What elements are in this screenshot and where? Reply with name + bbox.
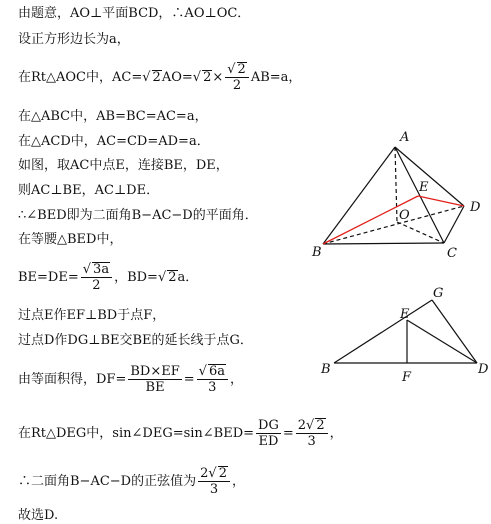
equals-sign: = [183, 372, 195, 387]
fraction [128, 364, 181, 395]
solution-line-11: 过点E作EF⊥BD于点F， [18, 308, 166, 323]
label-A: A [400, 130, 410, 145]
solution-line-4: 在△ABC中，AB=BC=AC=a， [18, 109, 208, 124]
sqrt-sign: √ [192, 70, 202, 85]
label-F: F [402, 370, 412, 385]
fraction-numerator: 2√ 2 [296, 418, 328, 434]
edge-AD [395, 147, 464, 206]
fraction [225, 62, 249, 93]
line3-mid: AO= [161, 70, 193, 85]
solution-line-6: 如图，取AC中点E，连接BE，DE， [18, 158, 229, 173]
solution-line-3: 在Rt△AOC中，AC=√ 2AO=√ 2× $\frac{√ 2}{2}$ AB=a， [18, 62, 302, 93]
fraction [296, 418, 328, 449]
line13-prefix: 由等面积得，DF= [18, 372, 127, 387]
label-D2: D [478, 362, 489, 377]
edge-AB [323, 147, 395, 244]
fraction-denominator: 2 [92, 278, 101, 293]
solution-line-5: 在△ACD中，AC=CD=AD=a． [18, 134, 210, 149]
solution-line-2: 设正方形边长为a， [18, 32, 130, 47]
fraction-numerator: 2√ 2 [198, 466, 230, 482]
label-E2: E [400, 307, 410, 322]
sqrt-radicand: 2 [203, 70, 212, 85]
fraction [256, 418, 281, 449]
fraction [197, 364, 228, 395]
fraction-denominator: 3 [208, 380, 217, 395]
label-C: C [447, 246, 457, 261]
fraction [81, 262, 112, 293]
line10-suffix: a． [177, 270, 199, 285]
fraction-numerator: DG [258, 418, 279, 433]
solution-line-1: 由题意，AO⊥平面BCD，∴AO⊥OC． [18, 6, 251, 21]
edge-DE [418, 196, 464, 206]
label-O: O [399, 208, 410, 223]
segment-BG [334, 300, 432, 363]
line10-prefix: BE=DE= [18, 270, 79, 285]
edge-AO [395, 147, 397, 222]
fraction-denominator: 2 [232, 78, 242, 93]
line10-mid: ，BD= [114, 270, 158, 285]
edge-CD [444, 206, 464, 243]
solution-line-14 [18, 418, 343, 449]
fraction-numerator: √ 2 [225, 62, 249, 78]
fraction-denominator: 3 [209, 482, 219, 497]
fraction-denominator: BE [145, 380, 165, 395]
solution-line-7: 则AC⊥BE，AC⊥DE． [18, 183, 160, 198]
line14-prefix: 在Rt△DEG中，sin∠DEG=sin∠BED= [18, 426, 255, 441]
solution-line-10 [18, 262, 198, 293]
fraction-denominator: ED [258, 434, 279, 449]
solution-line-9: 在等腰△BED中， [18, 232, 123, 247]
equals-sign: = [282, 426, 294, 441]
segment-ED [407, 320, 477, 363]
line14-suffix: ， [329, 426, 343, 441]
line15-prefix: ∴二面角B−AC−D的正弦值为 [18, 474, 197, 489]
fraction-denominator: 3 [307, 434, 316, 449]
fraction-numerator: BD×EF [130, 364, 180, 379]
line3-prefix: 在Rt△AOC中，AC= [18, 70, 143, 85]
label-G: G [433, 286, 444, 301]
line13-suffix: ， [229, 372, 243, 387]
solution-line-8: ∴∠BED即为二面角B−AC−D的平面角． [18, 208, 258, 223]
solution-line-13 [18, 364, 243, 395]
sqrt-radicand: 2 [168, 270, 177, 285]
fraction [198, 466, 230, 497]
line15-suffix: ， [231, 474, 245, 489]
sqrt-sign: √ [157, 270, 167, 285]
edge-OC [397, 222, 444, 243]
label-B2: B [321, 362, 331, 377]
line3-suffix: AB=a， [250, 70, 302, 85]
segment-GD [432, 300, 477, 363]
sqrt-sign: √ [142, 70, 151, 85]
edge-BD [323, 206, 464, 244]
solution-line-15 [18, 466, 245, 497]
fraction-numerator: √ 3a [81, 262, 112, 278]
edge-BC [323, 243, 444, 244]
sqrt-radicand: 2 [152, 70, 161, 85]
label-E: E [419, 180, 429, 195]
fraction-numerator: √ 6a [197, 364, 228, 380]
label-B: B [312, 245, 322, 260]
solution-line-12: 过点D作DG⊥BE交BE的延长线于点G． [18, 333, 253, 348]
edge-AC [395, 147, 444, 243]
label-D: D [470, 200, 481, 215]
solution-line-16: 故选D. [18, 508, 59, 523]
